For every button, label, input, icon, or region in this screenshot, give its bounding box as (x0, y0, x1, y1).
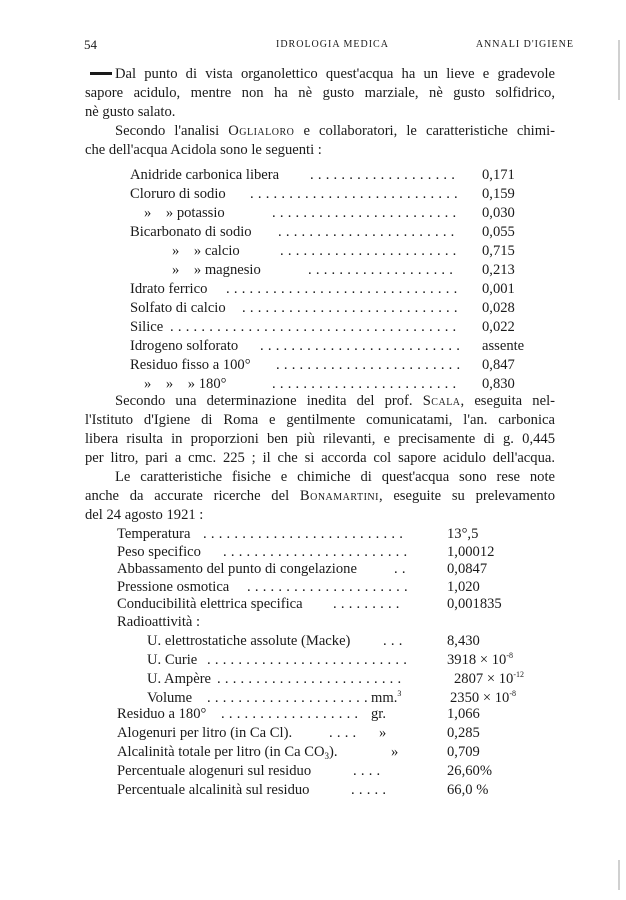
page-header (84, 37, 574, 53)
row-unit: gr. (371, 706, 386, 722)
row-label: Residuo a 180° (117, 706, 207, 722)
scan-edge-mark (618, 40, 620, 100)
row-value: 0,285 (447, 725, 480, 741)
row-value: 0,030 (482, 205, 515, 221)
row-label: Solfato di calcio (130, 300, 226, 316)
row-value: 1,00012 (447, 543, 495, 560)
journal-title: ANNALI D'IGIENE (475, 39, 574, 50)
paragraph-line: nè gusto salato. (85, 104, 176, 120)
row-value: 0,171 (482, 167, 515, 183)
row-label: Peso specifico (117, 543, 201, 560)
row-value: 26,60% (447, 763, 492, 779)
row-value: 0,709 (447, 744, 480, 760)
row-label: Cloruro di sodio (130, 186, 226, 202)
paragraph-line: l'Istituto d'Igiene di Roma e gentilmente comunicatami, l'an. carbonica (85, 412, 555, 428)
row-label: Alcalinità totale per litro (in Ca $CO_3$). (117, 744, 338, 761)
row-value: 13°,5 (447, 526, 479, 542)
author-name: Bonamartini (299, 488, 379, 504)
row-label: Volume (147, 690, 193, 706)
row-value: 1,066 (447, 706, 480, 722)
paragraph-line: Dal punto di vista organolettico quest'acqua ha un lieve e gradevole (115, 66, 555, 82)
row-label: Percentuale alcalinità sul residuo (117, 782, 310, 798)
row-label: Anidride carbonica libera (130, 167, 280, 183)
paragraph-line: libera risulta in proporzioni ben più rilevanti, e precisamente di g. 0,445 (85, 431, 555, 447)
scan-edge-mark (618, 860, 620, 890)
row-label: Percentuale alogenuri sul residuo (117, 763, 312, 779)
row-label: Idrogeno solforato (130, 338, 239, 354)
row-value: 0,213 (482, 262, 515, 278)
row-label: Abbassamento del punto di congelazione (117, 561, 357, 577)
row-label: U. Ampère (147, 671, 212, 687)
paragraph-line: che dell'acqua Acidola sono le seguenti : (85, 142, 322, 158)
properties-table: Temperatura .......................... 13°,5 Peso specifico ........................ 1,00012 Abbassamento del punto di congelazione .. 0,0847 Pressione osmotica ..................... 1,020 Conducibilità elettrica specifica ......... 0,001835 Radioattività : U. elettrostatiche assolute (Macke) ... 8,430 U. Curie .......................... $3918 \times 10^{-8}$ U. Ampère ........................ $2807 \times 10^{-12}$ Volume ..................... mm.$^3$ $2350 \times 10^{-8}$ Residuo a 180° .................. gr. 1,066 Alogenuri per litro (in Ca Cl). .... » 0,285 Alcalinità totale per litro (in Ca $CO_3$). » 0,709 Percentuale alogenuri sul residuo .... 26,60% Percentuale alcalinità sul residuo ..... 66,0 % (117, 526, 524, 798)
row-value: 0,847 (482, 357, 515, 373)
row-value: 0,159 (482, 186, 515, 202)
row-label: Temperatura (117, 526, 191, 542)
row-label: » » magnesio (172, 262, 261, 278)
row-label: Radioattività : (117, 613, 201, 630)
row-value: $3918 \times 10^{-8}$ (447, 651, 513, 668)
composition-table: Anidride carbonica libera ................... 0,171 Cloruro di sodio ........................... 0,159 » » potassio ........................ 0,030 Bicarbonato di sodio ....................... 0,055 » » calcio ....................... 0,715 » » magnesio ................... 0,213 Idrato ferrico .............................. 0,001 Solfato di calcio ............................ 0,028 Silice ..................................... 0,022 Idrogeno solforato .......................... assente Residuo fisso a 100° ........................ 0,847 » » » 180° ........................ 0,830 (130, 167, 525, 392)
bonamartini-paragraph (85, 468, 555, 525)
running-title: IDROLOGIA MEDICA (276, 39, 389, 50)
row-value: 0,001835 (447, 596, 502, 612)
row-unit: » (379, 725, 387, 741)
paragraph-line: Secondo una determinazione inedita del prof. Scala, eseguita nel- (115, 393, 555, 409)
row-value: 0,830 (482, 376, 515, 392)
row-unit: mm.$^3$ (371, 689, 402, 706)
row-label: » » calcio (172, 243, 240, 259)
author-name: Oglialoro (228, 123, 295, 139)
row-value: 1,020 (447, 578, 480, 595)
row-label: Idrato ferrico (130, 281, 208, 297)
row-value: 8,430 (447, 633, 480, 649)
analysis-intro-paragraph (85, 122, 555, 160)
row-unit: » (391, 744, 399, 760)
row-label: Residuo fisso a 100° (130, 357, 251, 373)
paragraph-line: Secondo l'analisi Oglialoro e collaboratori, le caratteristiche chimi- (115, 123, 555, 139)
paragraph-line: anche da accurate ricerche del Bonamartini, eseguite su prelevamento (85, 488, 556, 504)
row-value: $2807 \times 10^{-12}$ (454, 670, 524, 687)
row-value: assente (482, 338, 525, 354)
paragraph-line: del 24 agosto 1921 : (85, 507, 204, 523)
row-value: 0,022 (482, 319, 515, 335)
row-label: Alogenuri per litro (in Ca Cl). (117, 725, 293, 741)
row-label: Pressione osmotica (117, 578, 230, 595)
intro-paragraph (85, 65, 555, 122)
row-value: 66,0 % (447, 782, 489, 798)
row-value: 0,055 (482, 224, 515, 240)
paragraph-line: sapore acidulo, mentre non ha nè gusto marziale, nè gusto solfidrico, (85, 85, 555, 101)
row-label: » » potassio (144, 205, 225, 221)
row-value: $2350 \times 10^{-8}$ (450, 689, 516, 706)
paragraph-line: Le caratteristiche fisiche e chimiche di quest'acqua sono rese note (115, 469, 555, 485)
row-value: 0,0847 (447, 561, 488, 577)
row-value: 0,028 (482, 300, 515, 316)
row-label: U. Curie (147, 652, 198, 668)
row-label: Bicarbonato di sodio (130, 224, 252, 240)
row-label: Conducibilità elettrica specifica (117, 596, 303, 612)
row-label: Silice (130, 319, 164, 335)
scala-paragraph (85, 392, 555, 468)
paragraph-line: per litro, pari a cmc. 225 ; il che si accorda col sapore acidulo dell'acqua. (85, 450, 555, 466)
page-number: 54 (84, 37, 97, 52)
row-value: 0,001 (482, 281, 515, 297)
row-label: » » » 180° (144, 376, 227, 392)
row-value: 0,715 (482, 243, 515, 259)
row-label: U. elettrostatiche assolute (Macke) (147, 633, 351, 649)
author-name: Scala (422, 393, 461, 409)
